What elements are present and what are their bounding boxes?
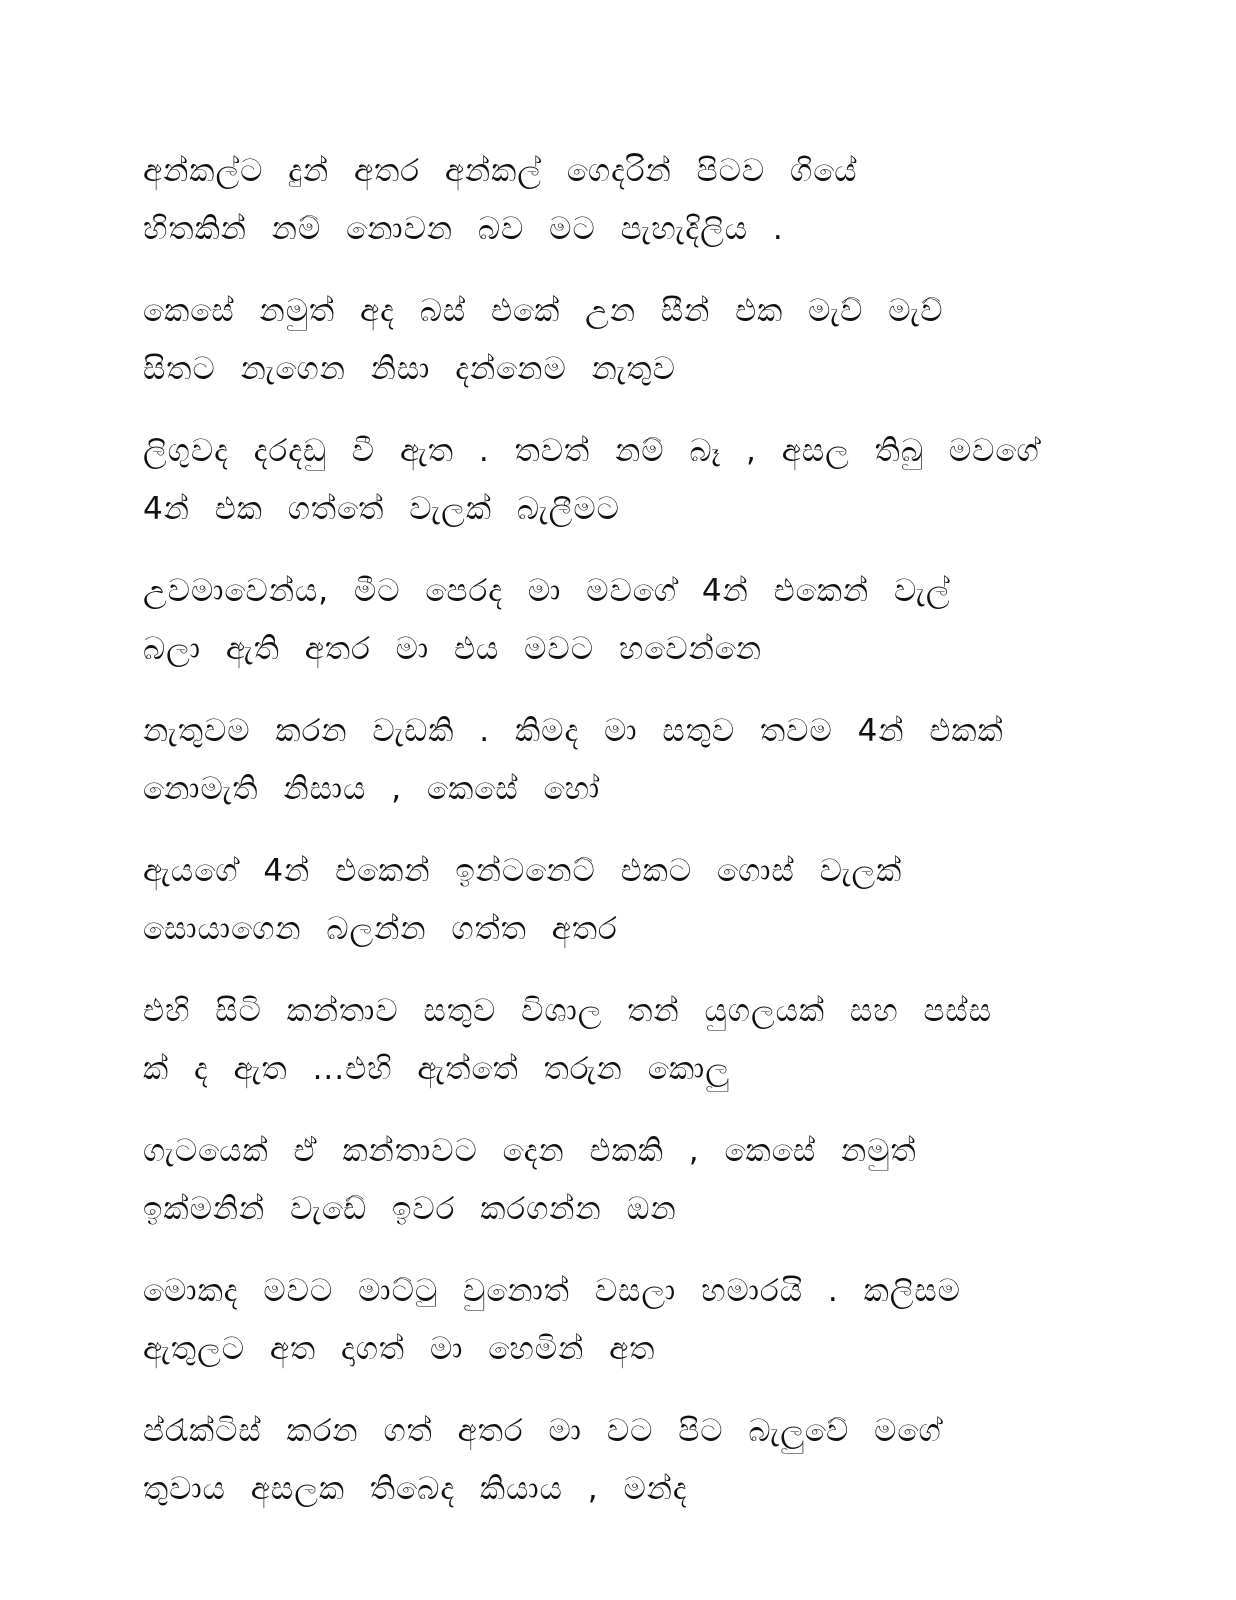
text-line: සොයාගෙන බලන්න ගත්ත අතර (143, 911, 618, 947)
text-line: බලා ඇති අතර මා එය මවට හවෙන්නෙ (143, 631, 763, 667)
text-line: ගැටයෙක් ඒ කන්තාවට දෙන එකකි , කෙසේ නමුත් (143, 1133, 917, 1169)
text-line: තුවාය අසලක තිබෙද කියාය , මන්ද (143, 1471, 688, 1507)
text-line: එහි සිටි කන්තාව සතුව විශාල තන් යුගලයක් සහ පස්ස (143, 993, 993, 1029)
paragraph-6 (143, 842, 1103, 958)
paragraph-4 (143, 562, 1103, 678)
text-line: උවමාවෙන්ය, මීට පෙරද මා මවගේ 4න් එකෙන් වැල් (143, 573, 951, 609)
paragraph-10 (143, 1402, 1103, 1518)
text-line: ඇයගේ 4න් එකෙන් ඉන්ටනෙට් එකට ගොස් වැලක් (143, 853, 903, 889)
paragraph-1 (143, 142, 1103, 258)
text-line: මොකද මවට මාට්ටු වුනොත් වසලා හමාරයි . කලිසම (143, 1273, 961, 1309)
text-line: 4න් එක ගත්තේ වැලක් බැලීමට (143, 491, 620, 527)
text-line: කෙසේ නමුත් අද බස් එකේ උන සීන් එක මැව් මැව් (143, 293, 944, 329)
paragraph-2 (143, 282, 1103, 398)
text-line: නොමැති නිසාය , කෙසේ හෝ (143, 771, 601, 807)
text-line: අන්කල්ට දුන් අතර අන්කල් ගෙදරින් පිටව ගියේ (143, 153, 858, 189)
paragraph-7 (143, 982, 1103, 1098)
text-line: ක් ද ඇත ...එහි ඇත්තේ තරුන කොලු (143, 1051, 730, 1087)
text-line: නැතුවම කරන වැඩකි . කිමද මා සතුව තවම 4න් එකක් (143, 713, 1004, 749)
paragraph-8 (143, 1122, 1103, 1238)
text-line: ඇතුලට අත දාගත් මා හෙමින් අත (143, 1331, 656, 1367)
text-line: ප්රැක්ටිස් කරන ගත් අතර මා වට පිට බැලුවේ මගේ (143, 1413, 942, 1449)
paragraph-5 (143, 702, 1103, 818)
text-line: සිතට නැගෙන නිසා දන්නෙම නැතුව (143, 351, 676, 387)
paragraph-3 (143, 422, 1103, 538)
text-line: ඉක්මනින් වැඩේ ඉවර කරගන්න ඔන (143, 1191, 677, 1227)
paragraph-9 (143, 1262, 1103, 1378)
text-line: ලිගුවද දරදඩු වී ඇත . තවත් නම් බෑ , අසල තිබු මවගේ (143, 433, 1040, 469)
document-body (143, 142, 1103, 1542)
text-line: හිතකින් නම් නොවන බව මට පැහැදිලිය . (143, 211, 784, 247)
